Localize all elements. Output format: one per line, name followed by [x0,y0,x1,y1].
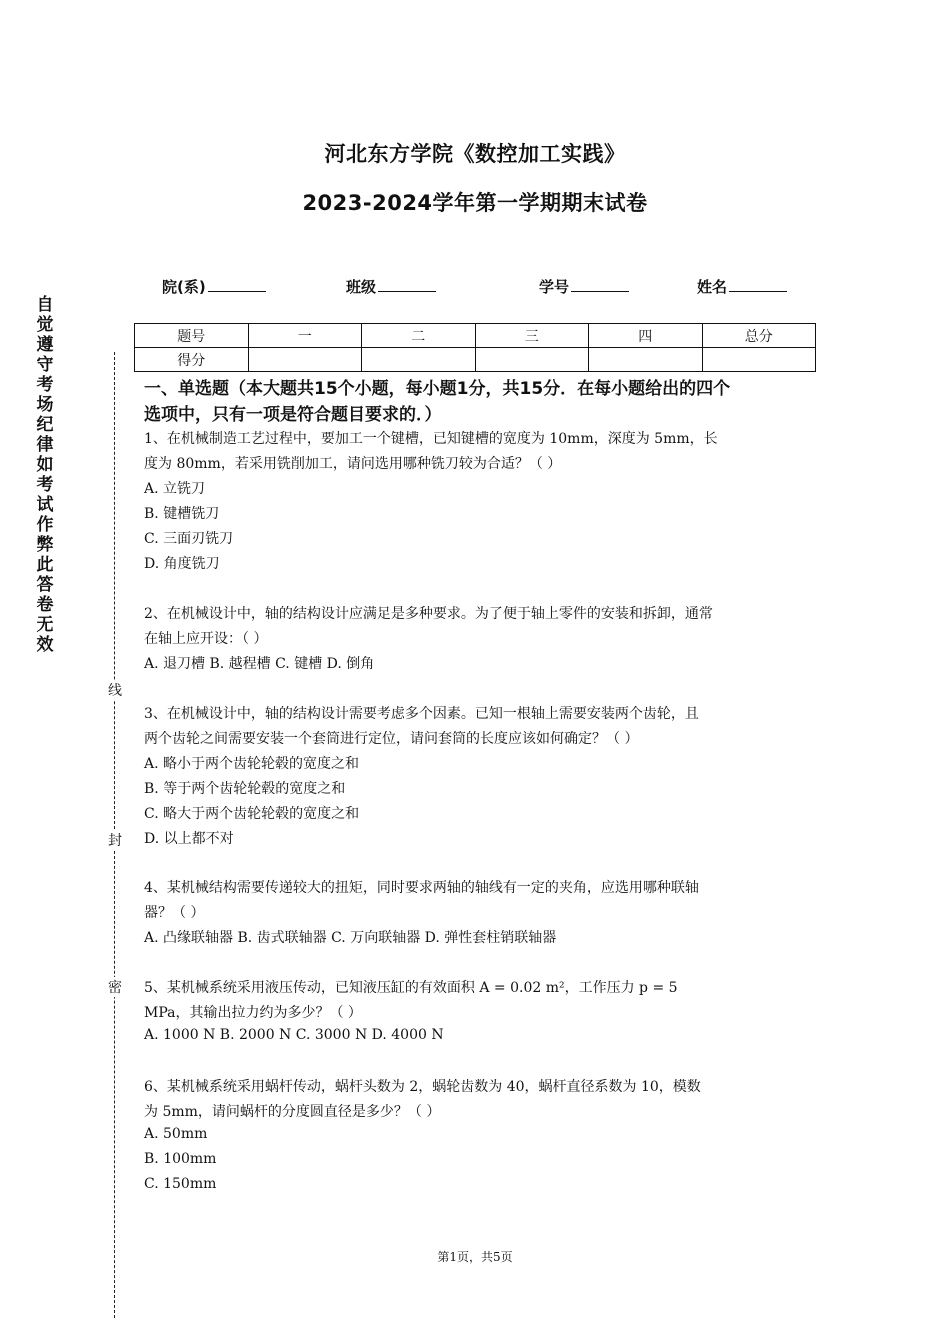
section-heading-line1: 一、单选题（本大题共15个小题，每小题1分，共15分．在每小题给出的四个 [144,379,731,399]
q1-stem-line1: 1、在机械制造工艺过程中，要加工一个键槽，已知键槽的宽度为 10mm，深度为 5mm，长 [144,431,718,447]
section-heading-line2: 选项中，只有一项是符合题目要求的．） [144,405,442,425]
table-cell: 题号 [135,324,249,348]
class-label: 班级 [346,278,377,296]
q3-option-c[interactable]: C. 略大于两个齿轮轮毂的宽度之和 [144,806,360,822]
q3-option-a[interactable]: A. 略小于两个齿轮轮毂的宽度之和 [144,756,360,772]
table-row [135,324,816,348]
note-char: 弊 [36,535,54,555]
seal-char-mi: 密 [106,977,124,997]
q2-options[interactable]: A. 退刀槽 B. 越程槽 C. 键槽 D. 倒角 [144,656,375,672]
q1-option-a[interactable]: A. 立铣刀 [144,481,206,497]
score-cell[interactable] [702,348,816,372]
q6-option-a[interactable]: A. 50mm [144,1126,208,1142]
score-cell[interactable] [475,348,589,372]
note-char: 此 [36,555,54,575]
q1-option-c[interactable]: C. 三面刃铣刀 [144,531,234,547]
note-char: 考 [36,475,54,495]
q3-stem-line2: 两个齿轮之间需要安装一个套筒进行定位，请问套筒的长度应该如何确定？（ ） [144,731,639,747]
note-char: 考 [36,375,54,395]
name-field[interactable] [697,276,787,297]
note-char: 律 [36,435,54,455]
exam-subtitle: 2023-2024学年第一学期期末试卷 [302,191,648,215]
q5-stem-line1: 5、某机械系统采用液压传动，已知液压缸的有效面积 A = 0.02 m²，工作压力 p = 5 [144,980,678,996]
note-char: 守 [36,355,54,375]
exam-discipline-note [34,295,56,655]
q2-stem-line2: 在轴上应开设：（ ） [144,631,268,647]
note-char: 自 [36,295,54,315]
note-char: 答 [36,575,54,595]
q6-stem-line1: 6、某机械系统采用蜗杆传动，蜗杆头数为 2，蜗轮齿数为 40，蜗杆直径系数为 10，模数 [144,1079,701,1095]
note-char: 试 [36,495,54,515]
q1-stem-line2: 度为 80mm，若采用铣削加工，请问选用哪种铣刀较为合适？（ ） [144,456,562,472]
q3-option-d[interactable]: D. 以上都不对 [144,831,234,847]
q1-option-d[interactable]: D. 角度铣刀 [144,556,220,572]
table-cell: 四 [589,324,703,348]
class-blank[interactable] [378,277,436,292]
q5-stem-line2: MPa，其输出拉力约为多少？（ ） [144,1005,362,1021]
q6-option-b[interactable]: B. 100mm [144,1151,217,1167]
department-blank[interactable] [208,277,266,292]
q6-option-c[interactable]: C. 150mm [144,1176,217,1192]
q4-stem-line1: 4、某机械结构需要传递较大的扭矩，同时要求两轴的轴线有一定的夹角，应选用哪种联轴 [144,880,699,896]
seal-char-xian: 线 [106,680,124,700]
table-cell: 得分 [135,348,249,372]
student-id-label: 学号 [539,278,570,296]
note-char: 作 [36,515,54,535]
q6-stem-line2: 为 5mm，请问蜗杆的分度圆直径是多少？（ ） [144,1104,441,1120]
score-cell[interactable] [248,348,362,372]
note-char: 场 [36,395,54,415]
note-char: 无 [36,615,54,635]
name-label: 姓名 [697,278,728,296]
table-row [135,348,816,372]
q4-options[interactable]: A. 凸缘联轴器 B. 齿式联轴器 C. 万向联轴器 D. 弹性套柱销联轴器 [144,930,557,946]
q1-option-b[interactable]: B. 键槽铣刀 [144,506,220,522]
table-cell: 一 [248,324,362,348]
note-char: 效 [36,635,54,655]
note-char: 觉 [36,315,54,335]
name-blank[interactable] [729,277,787,292]
student-id-field[interactable] [539,276,629,297]
note-char: 纪 [36,415,54,435]
q5-options[interactable]: A. 1000 N B. 2000 N C. 3000 N D. 4000 N [144,1027,444,1043]
q3-option-b[interactable]: B. 等于两个齿轮轮毂的宽度之和 [144,781,346,797]
q3-stem-line1: 3、在机械设计中，轴的结构设计需要考虑多个因素。已知一根轴上需要安装两个齿轮，且 [144,706,699,722]
q2-stem-line1: 2、在机械设计中，轴的结构设计应满足是多种要求。为了便于轴上零件的安装和拆卸，通常 [144,606,713,622]
note-char: 如 [36,455,54,475]
class-field[interactable] [346,276,436,297]
note-char: 遵 [36,335,54,355]
department-field[interactable] [162,276,266,297]
score-cell[interactable] [589,348,703,372]
student-id-blank[interactable] [571,277,629,292]
table-cell: 三 [475,324,589,348]
department-label: 院(系) [162,278,206,296]
section-heading [144,376,820,428]
table-cell: 总分 [702,324,816,348]
score-cell[interactable] [362,348,476,372]
score-table [134,323,816,372]
q4-stem-line2: 器？（ ） [144,905,205,921]
exam-title: 河北东方学院《数控加工实践》 [324,142,626,166]
seal-char-feng: 封 [106,830,124,850]
table-cell: 二 [362,324,476,348]
note-char: 卷 [36,595,54,615]
page-number: 第1页，共5页 [437,1250,513,1264]
